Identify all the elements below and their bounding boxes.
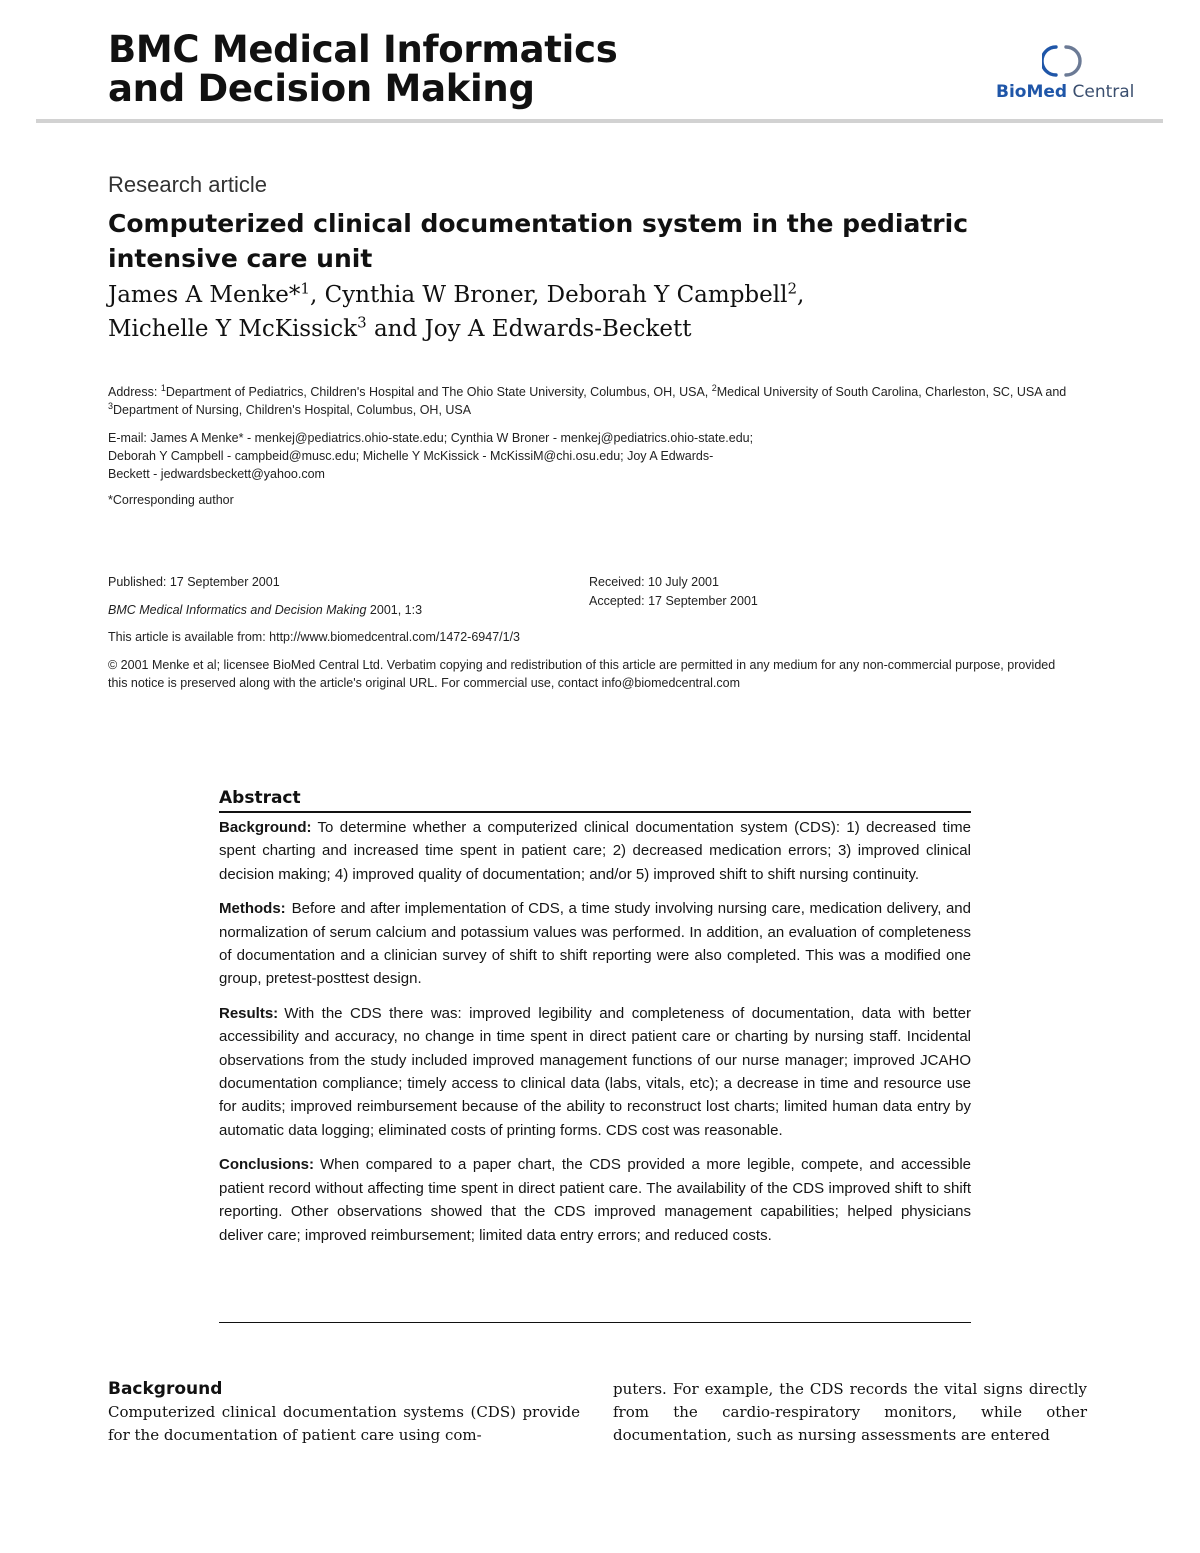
logo-bio-text: BioMed	[996, 82, 1068, 102]
author-mckissick: Michelle Y McKissick	[108, 316, 358, 342]
abstract-results-label: Results:	[219, 1004, 279, 1022]
affiliation-marker: 3	[357, 313, 367, 332]
abstract-bottom-divider	[219, 1322, 971, 1323]
abstract-conclusions-text: When compared to a paper chart, the CDS provided a more legible, compete, and accessible patient record without affecting time spent in direct patient care. The availability of the CDS improved shift to shift reporting. Other observations showed that the CDS improved management capabilities; helped physicians deliver care; improved reimbursement; limited data entry errors; and reduced costs.	[219, 1156, 971, 1244]
abstract-methods-text: Before and after implementation of CDS, a time study involving nursing care, medication delivery, and normalization of serum calcium and potassium values was performed. In addition, an evaluation of completeness of documentation and a clinician survey of shift to shift reporting were also completed. This was a modified one group, pretest-posttest design.	[219, 900, 971, 988]
affiliation-marker: 1	[160, 382, 166, 393]
body-paragraph: puters. For example, the CDS records the vital signs directly from the cardio-respiratory monitors, while other documentation, such as nursing assessments are entered	[613, 1380, 1087, 1444]
article-type: Research article	[108, 172, 267, 197]
citation-journal: BMC Medical Informatics and Decision Making	[108, 603, 367, 617]
address-part-2: Medical University of South Carolina, Charleston, SC, USA and	[716, 385, 1067, 399]
logo-wordmark	[996, 82, 1134, 102]
logo-central-text: Central	[1067, 82, 1135, 102]
biomed-central-logo	[992, 44, 1142, 106]
affiliation-marker: 1	[300, 279, 310, 298]
abstract-background-label: Background:	[219, 819, 312, 836]
author-broner-campbell: , Cynthia W Broner, Deborah Y Campbell	[309, 282, 788, 308]
abstract-section	[219, 788, 971, 1258]
author-edwards-beckett: and Joy A Edwards-Beckett	[366, 316, 692, 342]
body-paragraph: Computerized clinical documentation systems (CDS) provide for the documentation of patient care using com-	[108, 1403, 580, 1444]
author-addresses	[108, 383, 1093, 419]
abstract-conclusions-label: Conclusions:	[219, 1156, 315, 1174]
affiliation-marker: 3	[108, 400, 114, 411]
accepted-date: Accepted: 17 September 2001	[589, 594, 758, 608]
biomed-central-logo-icon	[1042, 44, 1082, 78]
abstract-conclusions	[219, 1153, 971, 1247]
email-line: Deborah Y Campbell - campbeid@musc.edu; Michelle Y McKissick - McKissiM@chi.osu.edu; Joy A Edwards-	[108, 449, 714, 463]
author-emails	[108, 429, 938, 483]
address-part-1: Department of Pediatrics, Children's Hospital and The Ohio State University, Columbus, OH, USA,	[165, 385, 712, 399]
abstract-methods-label: Methods:	[219, 900, 286, 918]
email-line: Beckett - jedwardsbeckett@yahoo.com	[108, 467, 325, 481]
abstract-results-text: With the CDS there was: improved legibility and completeness of documentation, data with better accessibility and accuracy, no change in time spent in direct patient care or charting by nursing staff. Incidental observations from the study included improved management functions of our nurse manager; improved JCAHO documentation compliance; timely access to clinical data (labs, vitals, etc); a decrease in time and resource use for audits; improved reimbursement because of the ability to reconstruct lost charts; limited human data entry by automatic data logging; eliminated costs of printing forms. CDS cost was reasonable.	[219, 1004, 971, 1139]
citation	[108, 601, 422, 619]
abstract-background-text: To determine whether a computerized clinical documentation system (CDS): 1) decreased time spent charting and increased time spent in patient care; 2) decreased medication errors; 3) improved clinical decision making; 4) improved quality of documentation; and/or 5) improved shift to shift nursing continuity.	[219, 819, 971, 883]
journal-title	[108, 30, 808, 108]
corresponding-author-note: *Corresponding author	[108, 493, 234, 507]
abstract-results	[219, 1002, 971, 1142]
address-part-3: Department of Nursing, Children's Hospital, Columbus, OH, USA	[113, 403, 472, 417]
abstract-background	[219, 816, 971, 886]
citation-volume: 2001, 1:3	[366, 603, 423, 617]
header-divider	[36, 119, 1163, 123]
journal-title-line-2: and Decision Making	[108, 67, 535, 110]
published-date: Published: 17 September 2001	[108, 575, 280, 589]
author-list	[108, 278, 1108, 346]
author-separator: ,	[797, 282, 805, 308]
article-url[interactable]: This article is available from: http://www.biomedcentral.com/1472-6947/1/3	[108, 630, 520, 644]
article-title: Computerized clinical documentation system in the pediatric intensive care unit	[108, 209, 969, 273]
email-line: E-mail: James A Menke* - menkej@pediatrics.ohio-state.edu; Cynthia W Broner - menkej@pediatrics.ohio-state.edu;	[108, 431, 754, 445]
affiliation-marker: 2	[711, 382, 717, 393]
affiliation-marker: 2	[787, 279, 798, 298]
abstract-heading: Abstract	[219, 788, 971, 813]
body-column-right	[613, 1378, 1087, 1447]
author-menke: James A Menke*	[108, 282, 301, 308]
background-heading: Background	[108, 1379, 223, 1399]
address-label: Address:	[108, 385, 161, 399]
journal-title-line-1: BMC Medical Informatics	[108, 28, 618, 71]
received-date: Received: 10 July 2001	[589, 575, 719, 589]
abstract-methods	[219, 897, 971, 991]
body-column-left	[108, 1378, 580, 1447]
copyright-notice: © 2001 Menke et al; licensee BioMed Central Ltd. Verbatim copying and redistribution of this article are permitted in any medium for any non-commercial purpose, provided this notice is preserved along with the article's original URL. For commercial use, contact info@biomedcentral.com	[108, 658, 1056, 690]
